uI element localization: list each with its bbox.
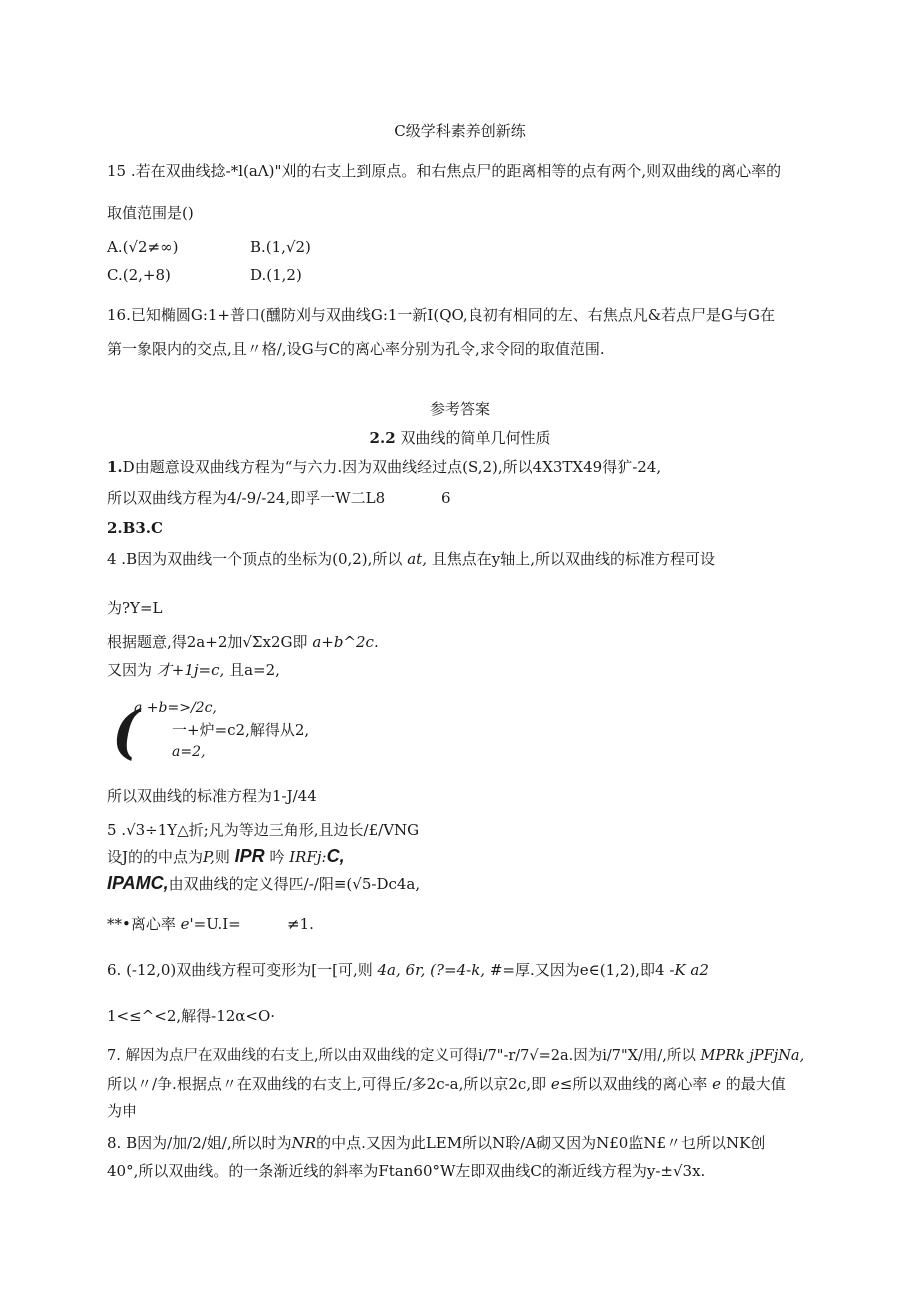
answer-4-system-eq2: 一+炉=c2,解得从2, [172,721,310,739]
answer-5-line2-math1: P, [203,848,215,866]
answer-6-line1-math: 4a, 6r, (?=4-k, #= [377,961,515,979]
answer-6-line2: 1<≤^<2,解得-12α<O· [107,1007,276,1025]
answer-5-line2 [107,846,345,867]
answer-6-line1-mid: 厚.又因为e∈(1,2),即4 [514,961,665,979]
section-heading: C级学科素养创新练 [394,122,526,140]
q15-option-b: B.(1,√2) [250,238,311,256]
answer-4-line4 [107,660,280,680]
answer-1-line2: 所以双曲线方程为4/-9/-24,即孚一W二L8 [107,489,386,507]
answer-8-line1-text: 8. B因为/加/2/姐/,所以时为 [107,1134,292,1152]
answer-2-3: 2.B3.C [107,519,163,537]
answer-5-line4-mid: =U.I= [193,915,241,933]
answer-7-line2-math: e [550,1075,560,1093]
answer-4-line3-text: 根据题意,得2a+2加√Σx2G即 [107,633,308,651]
answer-5-line3-bold: IPAMC, [107,873,169,893]
answer-1-text: D由题意设双曲线方程为“与六力.因为双曲线经过点(S,2),所以4X3TX49得犷-24, [122,458,662,476]
answer-8-line1-tail: 的中点.又因为此LEM所以N聆/A砌又因为N£0监N£〃乜所以NK创 [316,1134,766,1152]
answer-4-line4-text: 又因为 [107,661,153,679]
answer-5-line2-bold2: C, [326,846,345,866]
answers-subtitle [0,428,920,448]
answer-4-line4-math: 才+1j=c, [156,661,225,679]
answer-5-line4-tail: ≠1. [287,915,314,933]
q16-line2: 第一象限内的交点,且〃格/,设G与C的离心率分别为孔令,求令冏的取值范围. [107,340,605,358]
answer-1-line2-tail: 6 [441,489,451,507]
answer-4-line1-math: at, [407,550,427,568]
answer-5-line3 [107,873,420,894]
answer-7-line2 [107,1074,786,1094]
q15-option-c: C.(2,+8) [107,266,171,284]
answer-5-line2-math2: IRFj: [289,848,327,866]
q15-line2: 取值范围是() [107,204,194,222]
q15-option-d: D.(1,2) [250,266,302,284]
answer-6-line1 [107,960,709,980]
answer-7-line2-tail: ≤所以双曲线的离心率 [559,1075,708,1093]
q15-line1: 15 .若在双曲线捻-*l(aΛ)"刈的右支上到原点。和右焦点尸的距离相等的点有两个,则双曲线的离心率的 [107,162,782,180]
answer-4-line1 [107,549,715,569]
answer-5-line2-bold1: IPR [234,846,265,866]
answer-7-line2-text: 所以〃/争.根据点〃在双曲线的右支上,可得丘/多2c-a,所以京2c,即 [107,1075,547,1093]
answer-5-line2-text: 设J的的中点为 [107,848,204,866]
answer-5-line4 [107,914,241,934]
answers-subtitle-number: 2.2 [369,429,396,447]
answer-5-line4-text: **•离心率 [107,915,176,933]
answers-title: 参考答案 [429,400,490,418]
answers-subtitle-text: 双曲线的简单几何性质 [400,429,551,447]
answer-4-system-eq1: a +b=>/2c, [134,700,217,716]
answer-7-line1-text: 7. 解因为点尸在双曲线的右支上,所以由双曲线的定义可得i/7"-r/7√=2a.因为i/7"X/用/,所以 [107,1048,696,1064]
answer-7-line2-math2: e [712,1075,722,1093]
answer-8-line2: 40°,所以双曲线。的一条渐近线的斜率为Ftan60°W左即双曲线C的渐近线方程为y-±√3x. [107,1162,706,1180]
answer-4-line5: 所以双曲线的标准方程为1-J/44 [107,787,317,805]
answer-7-line1 [107,1046,804,1066]
answer-5-line2-mid2: 吟 [269,848,285,866]
answer-5-line1: 5 .√3÷1Y△折;凡为等边三角形,且边长/£/VNG [107,821,420,839]
answer-5-line2-mid: 则 [214,848,230,866]
equation-system-brace: ( [112,698,140,766]
answer-5-line3-text: 由双曲线的定义得匹/-/阳≡(√5-Dc4a, [168,875,421,893]
answer-4-line4-tail: 且a=2, [229,661,280,679]
answer-6-line1-math2: -K a2 [669,961,709,979]
answer-4-system-eq3: a=2, [172,744,206,760]
q15-option-a: A.(√2≠∞) [107,238,179,256]
answer-7-line3: 为申 [107,1102,138,1120]
answer-8-line1 [107,1133,765,1153]
q16-line1: 16.已知椭圆G:1+普口(醺防刈与双曲线G:1一新I(QO,良初有相同的左、右焦点凡&若点尸是G与G在 [107,306,776,324]
answer-1-number: 1. [107,458,123,476]
answer-4-line1-text: 4 .B因为双曲线一个顶点的坐标为(0,2),所以 [107,550,403,568]
answer-1-line1 [107,457,661,477]
answer-6-line1-text: 6. (-12,0)双曲线方程可变形为[一[可,则 [107,961,373,979]
answer-4-line1-tail: 且焦点在y轴上,所以双曲线的标准方程可设 [431,550,715,568]
answer-4-line2: 为?Y=L [107,599,163,617]
answer-4-line3-math: a+b^2c. [312,633,379,651]
answer-8-line1-math: NR [291,1134,317,1152]
answer-5-line4-math: e' [180,915,194,933]
answer-7-line1-math: MPRk jPFjNa, [700,1048,805,1064]
answer-7-line2-tail2: 的最大值 [725,1075,786,1093]
answer-4-line3 [107,632,379,652]
